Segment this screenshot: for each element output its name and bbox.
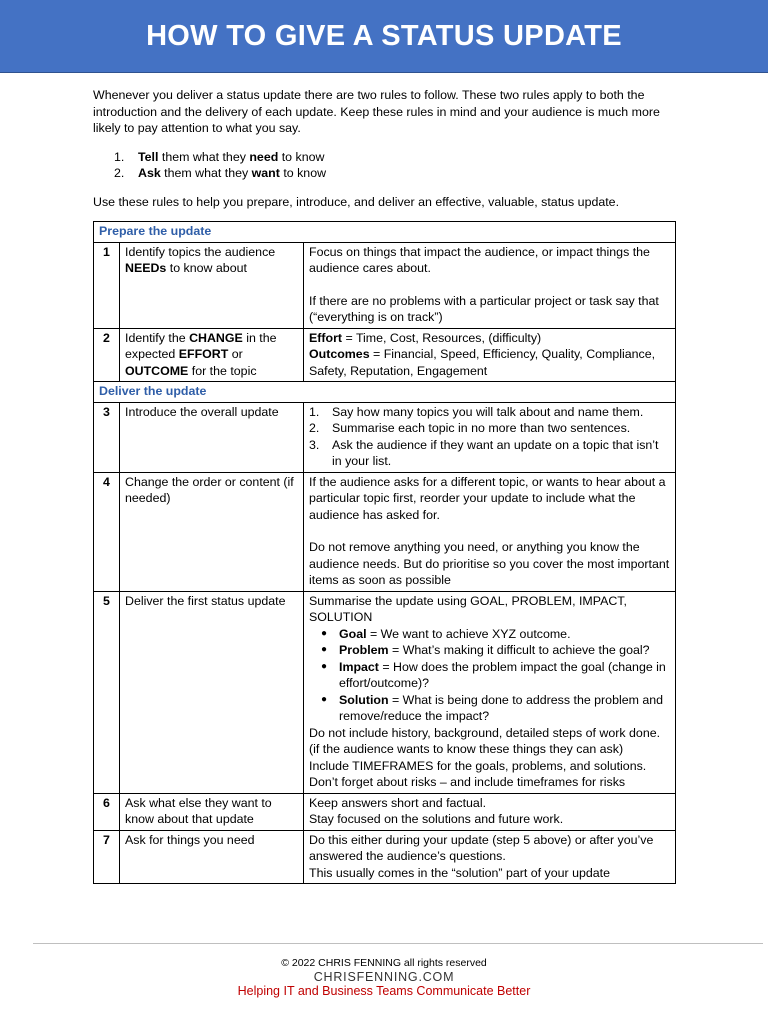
section-row-deliver xyxy=(94,382,676,403)
step-description: Change the order or content (if needed) xyxy=(120,472,304,591)
step-description: Identify the CHANGE in the expected EFFORT or OUTCOME for the topic xyxy=(120,328,304,382)
bullet-icon: ● xyxy=(320,693,328,705)
table-row xyxy=(94,591,676,793)
title-banner xyxy=(0,0,768,73)
list-item: ● Impact = How does the problem impact the goal (change in effort/outcome)? xyxy=(309,659,670,692)
step-number: 2 xyxy=(94,328,120,382)
detail-text: Do this either during your update (step 5 above) or after you’ve answered the audience’s questions. xyxy=(309,832,654,863)
numbered-list xyxy=(309,404,670,470)
section-heading-deliver: Deliver the update xyxy=(94,382,676,403)
table-row xyxy=(94,793,676,830)
list-item: ● Solution = What is being done to address the problem and remove/reduce the impact? xyxy=(309,692,670,725)
detail-text: Focus on things that impact the audience, or impact things the audience cares about. xyxy=(309,244,650,275)
closing-paragraph: Use these rules to help you prepare, introduce, and deliver an effective, valuable, status update. xyxy=(93,194,620,209)
step-description: Deliver the first status update xyxy=(120,591,304,793)
table-row xyxy=(94,472,676,591)
table-row xyxy=(94,830,676,884)
table-row xyxy=(94,328,676,382)
detail-text: This usually comes in the “solution” part of your update xyxy=(309,865,610,880)
step-detail xyxy=(304,402,676,472)
footer-divider xyxy=(33,943,763,944)
detail-text: Include TIMEFRAMES for the goals, problems, and solutions. xyxy=(309,758,647,773)
detail-text: Do not remove anything you need, or anything you know the audience needs. But do prioritise so you cover the most important items as soon as possible xyxy=(309,540,670,587)
rule-key: want xyxy=(251,166,280,180)
table-row xyxy=(94,242,676,328)
detail-text: Stay focused on the solutions and future work. xyxy=(309,812,564,826)
bullet-list xyxy=(309,626,670,725)
step-number: 7 xyxy=(94,830,120,884)
detail-text: Keep answers short and factual. xyxy=(309,795,487,810)
list-item: 3. Ask the audience if they want an update on a topic that isn’t in your list. xyxy=(309,437,659,468)
step-detail xyxy=(304,793,676,830)
step-number: 4 xyxy=(94,472,120,591)
document-body xyxy=(93,87,676,884)
rule-text: Tell them what they need to know xyxy=(138,149,325,164)
rule-text: Ask them what they want to know xyxy=(138,166,327,180)
rule-item-1 xyxy=(93,149,676,166)
step-number: 6 xyxy=(94,793,120,830)
tagline: Helping IT and Business Teams Communicate Better xyxy=(237,984,531,998)
step-description: Identify topics the audience NEEDs to know about xyxy=(120,242,304,328)
list-item: ● Problem = What’s making it difficult to achieve the goal? xyxy=(309,642,670,659)
step-description: Introduce the overall update xyxy=(120,402,304,472)
step-detail xyxy=(304,830,676,884)
detail-text: Summarise the update using GOAL, PROBLEM, IMPACT, SOLUTION xyxy=(309,593,627,624)
detail-text: If the audience asks for a different topic, or wants to hear about a particular topic first, reorder your update to include what the audience has asked for. xyxy=(309,474,666,522)
rule-item-2 xyxy=(93,165,676,182)
detail-text: Don’t forget about risks – and include timeframes for risks xyxy=(309,775,626,789)
step-detail xyxy=(304,472,676,591)
detail-text: Do not include history, background, detailed steps of work done. (if the audience wants to know these things they can ask) xyxy=(309,725,661,756)
section-heading-prepare: Prepare the update xyxy=(94,222,676,243)
section-row-prepare xyxy=(94,222,676,243)
list-item: 2. Summarise each topic in no more than two sentences. xyxy=(309,421,631,435)
list-item: 1. Say how many topics you will talk about and name them. xyxy=(309,404,644,419)
website-link[interactable]: CHRISFENNING.COM xyxy=(313,970,455,984)
step-detail xyxy=(304,328,676,382)
rule-verb: Ask xyxy=(138,166,161,180)
step-description: Ask what else they want to know about that update xyxy=(120,793,304,830)
rules-list xyxy=(93,149,676,182)
rule-verb: Tell xyxy=(138,149,159,164)
bullet-icon: ● xyxy=(320,627,328,639)
rule-number: 2. xyxy=(114,166,125,180)
list-item: ● Goal = We want to achieve XYZ outcome. xyxy=(309,626,670,643)
bullet-icon: ● xyxy=(320,660,328,672)
step-detail xyxy=(304,591,676,793)
rule-number: 1. xyxy=(114,149,125,164)
copyright-text: © 2022 CHRIS FENNING all rights reserved xyxy=(281,957,487,969)
footer xyxy=(0,956,768,999)
step-description: Ask for things you need xyxy=(120,830,304,884)
step-number: 3 xyxy=(94,402,120,472)
status-update-table xyxy=(93,221,676,884)
intro-paragraph: Whenever you deliver a status update there are two rules to follow. These two rules apply to both the introduction and the delivery of each update. Keep these rules in mind and your audience is much more likely to pay attention to what you say. xyxy=(93,88,660,135)
step-number: 5 xyxy=(94,591,120,793)
page-title: HOW TO GIVE A STATUS UPDATE xyxy=(146,19,622,52)
bullet-icon: ● xyxy=(320,644,328,655)
outcomes-line: Outcomes = Financial, Speed, Efficiency, Quality, Compliance, Safety, Reputation, Engagement xyxy=(309,347,656,378)
detail-text: If there are no problems with a particular project or task say that (“everything is on track”) xyxy=(309,293,659,324)
step-number: 1 xyxy=(94,242,120,328)
effort-line: Effort = Time, Cost, Resources, (difficulty) xyxy=(309,330,542,345)
table-row xyxy=(94,402,676,472)
step-detail xyxy=(304,242,676,328)
rule-key: need xyxy=(249,149,279,164)
